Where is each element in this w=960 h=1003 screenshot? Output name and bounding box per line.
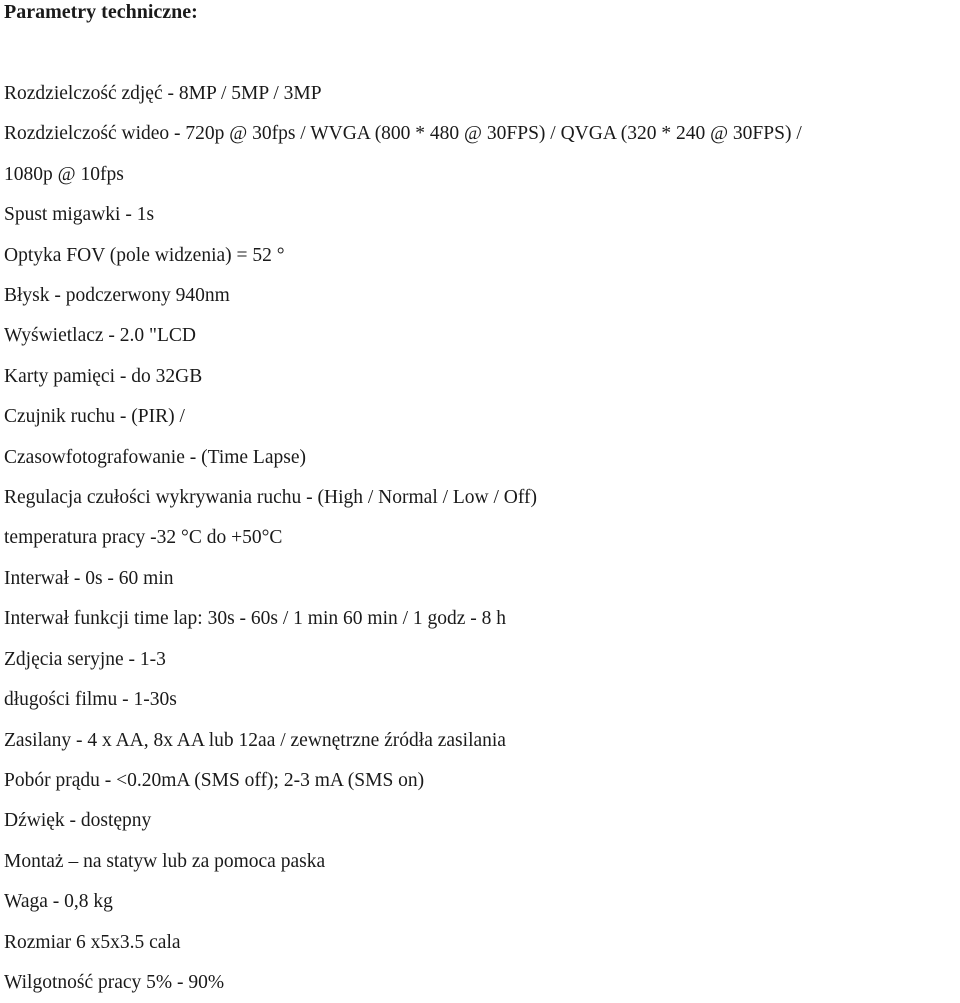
- spec-list: [4, 74, 956, 1003]
- spec-weight: Waga - 0,8 kg: [4, 891, 113, 913]
- spec-fov: Optyka FOV (pole widzenia) = 52 °: [4, 244, 285, 266]
- spec-sensitivity: Regulacja czułości wykrywania ruchu - (High / Normal / Low / Off): [4, 487, 538, 509]
- spec-video-resolution-cont: 1080p @ 10fps: [4, 163, 124, 185]
- spec-photo-resolution: Rozdzielczość zdjęć - 8MP / 5MP / 3MP: [4, 83, 322, 104]
- spec-video-length: długości filmu - 1-30s: [4, 689, 177, 711]
- spec-mount: Montaż – na statyw lub za pomoca paska: [4, 850, 326, 872]
- spec-temperature: temperatura pracy -32 °C do +50°C: [4, 527, 283, 549]
- spec-size: Rozmiar 6 x5x3.5 cala: [4, 931, 181, 953]
- document-heading: Parametry techniczne:: [4, 1, 198, 23]
- spec-motion-sensor: Czujnik ruchu - (PIR) /: [4, 406, 185, 428]
- spec-humidity: Wilgotność pracy 5% - 90%: [4, 971, 225, 993]
- spec-burst: Zdjęcia seryjne - 1-3: [4, 648, 166, 670]
- spec-time-lapse: Czasowfotografowanie - (Time Lapse): [4, 446, 306, 468]
- spec-video-resolution: Rozdzielczość wideo - 720p @ 30fps / WVGA (800 * 480 @ 30FPS) / QVGA (320 * 240 @ 30FPS) /: [4, 123, 802, 145]
- spec-sound: Dźwięk - dostępny: [4, 810, 152, 832]
- spec-shutter: Spust migawki - 1s: [4, 204, 155, 226]
- spec-power: Zasilany - 4 x AA, 8x AA lub 12aa / zewnętrzne źródła zasilania: [4, 729, 506, 751]
- spec-current: Pobór prądu - <0.20mA (SMS off); 2-3 mA (SMS on): [4, 769, 425, 791]
- spec-interval: Interwał - 0s - 60 min: [4, 567, 174, 589]
- spec-flash: Błysk - podczerwony 940nm: [4, 285, 230, 307]
- spec-time-lapse-interval: Interwał funkcji time lap: 30s - 60s / 1 min 60 min / 1 godz - 8 h: [4, 608, 507, 630]
- spec-memory: Karty pamięci - do 32GB: [4, 365, 203, 387]
- spec-display: Wyświetlacz - 2.0 "LCD: [4, 325, 196, 347]
